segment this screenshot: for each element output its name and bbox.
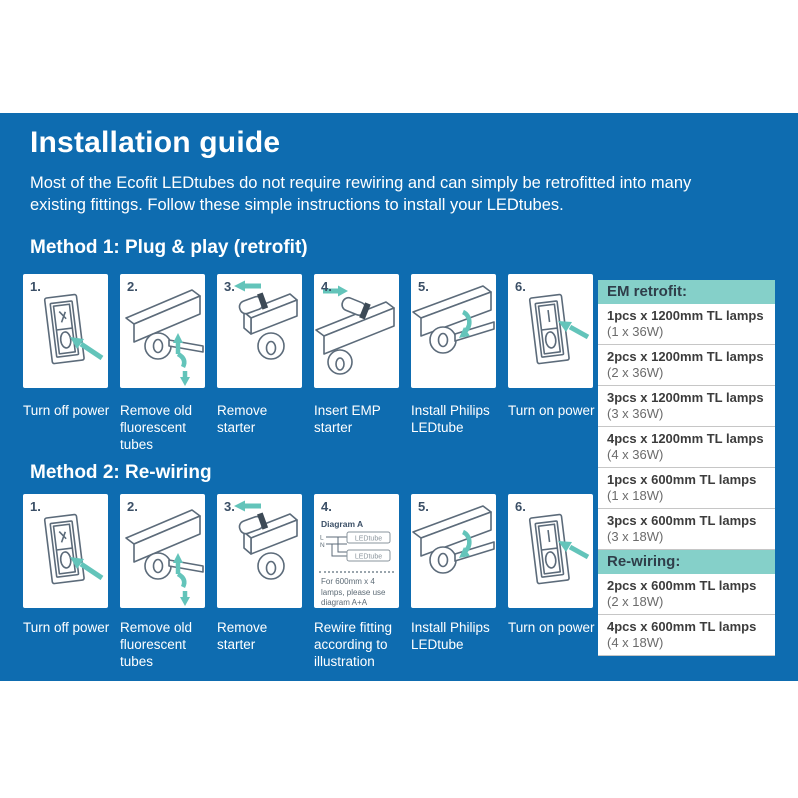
lamp-option-title: 4pcs x 600mm TL lamps: [607, 619, 757, 634]
lamp-option-detail: (3 x 18W): [607, 529, 664, 544]
lamp-option-title: 3pcs x 1200mm TL lamps: [607, 390, 764, 405]
lamp-option-title: 1pcs x 600mm TL lamps: [607, 472, 757, 487]
wire-label-n: N: [320, 542, 325, 549]
step-number: 6.: [515, 499, 526, 514]
step-card-rewire-fitting: [314, 494, 399, 608]
step-number: 2.: [127, 499, 138, 514]
step-card-remove-tubes: [120, 274, 205, 388]
wiring-diagram-icon: [319, 531, 394, 569]
lamp-option-detail: (2 x 18W): [607, 594, 664, 609]
step-number: 4.: [321, 499, 332, 514]
step-card-turn-on-power: [508, 494, 593, 608]
step-caption: Install Philips LEDtube: [411, 620, 490, 652]
lamp-option-title: 3pcs x 600mm TL lamps: [607, 513, 757, 528]
step-caption: Turn off power: [23, 403, 110, 418]
lamp-option-detail: (1 x 36W): [607, 324, 664, 339]
lamp-option-detail: (3 x 36W): [607, 406, 664, 421]
step-caption: Turn on power: [508, 403, 595, 418]
lamp-option-title: 1pcs x 1200mm TL lamps: [607, 308, 764, 323]
ledtube-box-label: LEDtube: [354, 535, 383, 543]
step-number: 1.: [30, 499, 41, 514]
step-card-install-ledtube: [411, 494, 496, 608]
step-number: 5.: [418, 279, 429, 294]
step-card-install-ledtube: [411, 274, 496, 388]
step-card-turn-on-power: [508, 274, 593, 388]
lamp-option-row: [598, 468, 775, 509]
step-number: 1.: [30, 279, 41, 294]
step-card-remove-starter: [217, 274, 302, 388]
lamp-option-row: [598, 615, 775, 656]
step-number: 2.: [127, 279, 138, 294]
lamp-option-row: [598, 345, 775, 386]
step-caption: Remove starter: [217, 403, 268, 435]
lamp-option-row: [598, 574, 775, 615]
lamp-option-title: 4pcs x 1200mm TL lamps: [607, 431, 764, 446]
step-caption: Remove old fluorescent tubes: [120, 403, 193, 452]
step-card-remove-tubes: [120, 494, 205, 608]
sidebar-heading-re-wiring: Re-wiring:: [598, 550, 775, 574]
dotted-divider: [319, 571, 394, 573]
lamp-option-detail: (1 x 18W): [607, 488, 664, 503]
step-caption: Remove starter: [217, 620, 268, 652]
wiring-diagram-note: For 600mm x 4 lamps, please use diagram A+A: [321, 577, 386, 607]
lamp-option-row: [598, 509, 775, 550]
lamp-option-detail: (4 x 36W): [607, 447, 664, 462]
wiring-diagram-title: Diagram A: [321, 519, 364, 529]
step-number: 3.: [224, 499, 235, 514]
step-card-turn-off-power: [23, 494, 108, 608]
wire-label-l: L: [320, 534, 324, 542]
step-caption: Turn on power: [508, 620, 595, 635]
method-2-heading: Method 2: Re-wiring: [30, 462, 212, 483]
ledtube-box-label: LEDtube: [354, 553, 383, 561]
installation-guide-panel: [0, 113, 798, 681]
step-caption: Rewire fitting according to illustration: [314, 620, 393, 669]
step-number: 3.: [224, 279, 235, 294]
method-2-captions: [23, 619, 605, 670]
method-1-captions: [23, 402, 605, 453]
lamp-option-detail: (4 x 18W): [607, 635, 664, 650]
step-caption: Turn off power: [23, 620, 110, 635]
lamp-option-row: [598, 304, 775, 345]
step-caption: Install Philips LEDtube: [411, 403, 490, 435]
lamp-option-row: [598, 427, 775, 468]
lamp-compatibility-sidebar: [598, 280, 775, 656]
lamp-option-title: 2pcs x 600mm TL lamps: [607, 578, 757, 593]
step-caption: Remove old fluorescent tubes: [120, 620, 193, 669]
step-number: 6.: [515, 279, 526, 294]
sidebar-heading-em-retrofit: EM retrofit:: [598, 280, 775, 304]
method-2-steps: [23, 494, 593, 608]
step-card-remove-starter: [217, 494, 302, 608]
page-title: Installation guide: [30, 126, 281, 159]
lamp-option-detail: (2 x 36W): [607, 365, 664, 380]
step-caption: Insert EMP starter: [314, 403, 381, 435]
lamp-option-title: 2pcs x 1200mm TL lamps: [607, 349, 764, 364]
step-number: 5.: [418, 499, 429, 514]
intro-text: Most of the Ecofit LEDtubes do not require rewiring and can simply be retrofitted into many existing fittings. Follow these simple instructions to install your LEDtubes.: [30, 174, 692, 214]
method-1-heading: Method 1: Plug & play (retrofit): [30, 237, 308, 258]
step-number: 4.: [321, 279, 332, 294]
lamp-option-row: [598, 386, 775, 427]
step-card-insert-emp-starter: [314, 274, 399, 388]
method-1-steps: [23, 274, 593, 388]
step-card-turn-off-power: [23, 274, 108, 388]
